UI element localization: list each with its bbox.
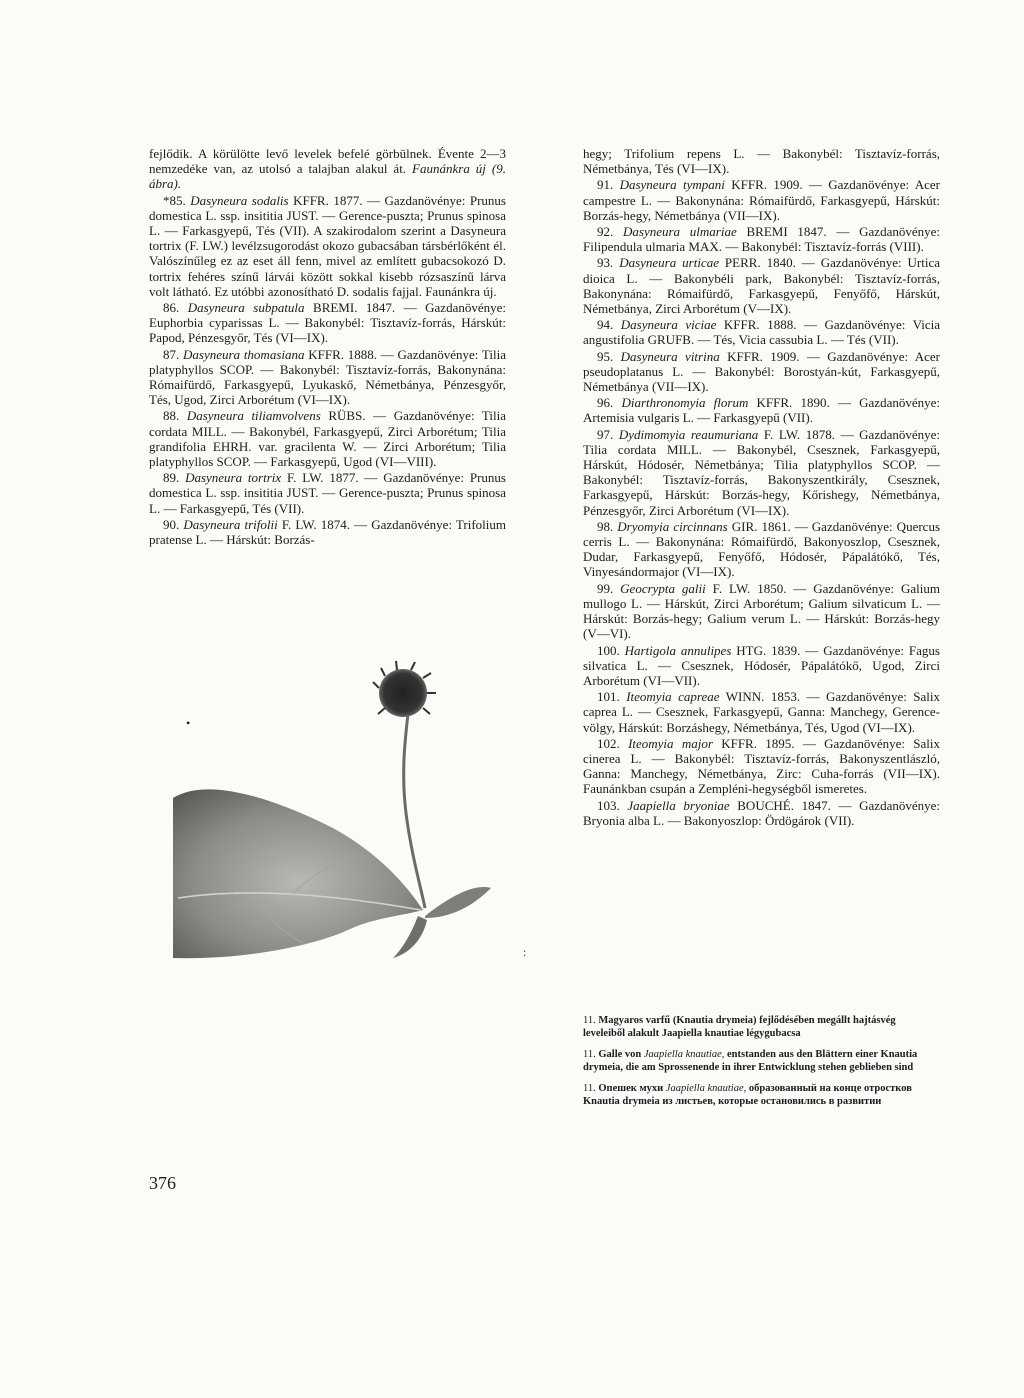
species-name: Iteomyia major [628, 735, 713, 751]
species-entry [583, 643, 940, 689]
caption-number: 11. [583, 1083, 596, 1094]
species-name: Geocrypta galii [620, 580, 706, 596]
caption-number: 11. [583, 1015, 596, 1026]
species-name: Jaapiella bryoniae [627, 797, 730, 813]
species-entry [583, 736, 940, 797]
species-name: Dasyneura urticae [619, 255, 719, 271]
figure-caption [583, 1014, 940, 1116]
species-name: Dasyneura sodalis [190, 192, 289, 208]
entry-number: 92. [597, 224, 614, 240]
species-entry [583, 581, 940, 642]
page-number: 376 [149, 1173, 176, 1193]
entry-text: F. LW. 1874. — Gazdanövénye: Trifolium pratense L. — Hárskút: Borzás- [149, 516, 507, 548]
species-name: Diarthronomyia florum [621, 395, 749, 411]
entry-number: 94. [597, 317, 614, 333]
paragraph [583, 146, 940, 176]
paragraph-text: fejlődik. A körülötte levő levelek befelé görbülnek. Évente 2—3 nemzedéke van, az utolsó a talajban alakul át. [149, 146, 506, 177]
species-name: Dryomyia circinnans [617, 518, 728, 534]
species-entry [149, 408, 506, 469]
species-entry [583, 798, 940, 828]
entry-number: 88. [163, 408, 180, 424]
entry-text: GIR. 1861. — Gazdanövénye: Quercus cerris L. — Bakonynána: Rómaifürdő, Bakonyoszlop, Csesznek, Dudar, Farkasgyepű, Fenyőfő, Hódosér, Pápalátókő, Tés, Vinyesándormajor (VI—IX). [583, 518, 941, 580]
entry-number: 98. [597, 518, 614, 534]
caption-text: Galle von [598, 1049, 642, 1060]
species-entry [583, 255, 940, 316]
right-text-column [583, 146, 940, 828]
species-name: Dasyneura vitrina [620, 348, 720, 364]
entry-text: PERR. 1840. — Gazdanövénye: Urtica dioica L. — Bakonybéli park, Bakonybél: Tisztavíz-forrás, Bakonynána: Rómaifürdő, Farkasgyepű, Fenyőfő, Hárskút, Németbánya, Zirci Arborétum (V—IX). [583, 255, 941, 317]
large-leaf [173, 789, 423, 958]
entry-text: RÜBS. — Gazdanövénye: Tilia cordata MILL. — Bakonybél, Farkasgyepű, Zirci Arborétum; Tilia grandifolia EHRH. var. gracilenta W. — Zirci Arborétum; Tilia platyphyllos SCOP. — Farkasgyepű, Ugod (VI—VIII). [149, 408, 506, 470]
entry-number: 87. [163, 346, 180, 362]
entry-number: 99. [597, 580, 614, 596]
entry-text: KFFR. 1895. — Gazdanövénye: Salix cinerea L. — Bakonybél: Tisztavíz-forrás, Bakonyszentlászló, Ganna: Manchegy, Németbánya, Zirc: Cuha-forrás (VII—IX). Faunánkban csupán a Zempléni-hegységből ismeretes. [583, 735, 941, 797]
species-entry [583, 177, 940, 223]
species-entry [583, 689, 940, 735]
species-name: Dasyneura subpatula [187, 300, 305, 316]
small-leaf [425, 887, 491, 918]
margin-mark: • [186, 716, 191, 730]
paragraph [149, 146, 506, 192]
entry-text: HTG. 1839. — Gazdanövénye: Fagus silvatica L. — Csesznek, Hódosér, Pápalátókő, Ugod, Zirci Arborétum (VI—VII). [583, 642, 940, 688]
entry-text: BREMI. 1847. — Gazdanövénye: Euphorbia cyparissas L. — Bakonybél: Tisztavíz-forrás, Hárskút: Papod, Pénzesgyőr, Tés (VI—IX). [149, 300, 506, 346]
species-name: Dasyneura ulmariae [623, 224, 737, 240]
entry-text: KFFR. 1877. — Gazdanövénye: Prunus domestica L. ssp. insititia JUST. — Gerence-puszta; Prunus spinosa L. — Farkasgyepű, Tés (VII). A szakirodalom szerint a Dasyneura tortrix (F. LW.) levélzsugorodást okozo gubacsában társbérlőként él. Valószínűleg ez az eset áll fenn, mivel az említett gubacsokozó D. tortrix fehéres színű lárvái között sokkal kisebb rózsaszínű lárva volt látható. Ez utóbbi azonosítható D. sodalis fajjal. Faunánkra új. [149, 192, 506, 299]
entry-text: WINN. 1853. — Gazdanövénye: Salix caprea L. — Csesznek, Farkasgyepű, Ganna: Manchegy, Gerence-völgy, Hárskút: Borzáshegy, Németbánya, Tés, Ugod (VI—IX). [583, 689, 941, 735]
caption-line [583, 1048, 940, 1074]
entry-number: 101. [597, 689, 620, 705]
entry-number: 91. [597, 177, 614, 193]
italic-note: Faunánkra új (9. ábra). [149, 161, 506, 192]
entry-text: F. LW. 1850. — Gazdanövénye: Galium mullogo L. — Hárskút, Zirci Arborétum; Galium silvaticum L. — Hárskút: Borzás-hegy; Galium verum L. — Hárskút: Borzás-hegy (V—VI). [583, 580, 940, 642]
paragraph-text: hegy; Trifolium repens L. — Bakonybél: Tisztavíz-forrás, Németbánya, Tés (VI—IX). [583, 146, 940, 177]
species-entry [149, 193, 506, 299]
species-name: Iteomyia capreae [626, 689, 720, 705]
species-entry [583, 349, 940, 395]
entry-number: 103. [597, 797, 620, 813]
species-entry [583, 224, 940, 254]
species-entry [149, 300, 506, 346]
stem [404, 706, 425, 908]
entry-number: 90. [163, 516, 180, 532]
small-leaf [393, 916, 427, 958]
entry-number: *85. [163, 192, 186, 208]
entry-number: 89. [163, 470, 180, 486]
entry-number: 97. [597, 426, 614, 442]
species-entry [583, 519, 940, 580]
entry-number: 93. [597, 255, 614, 271]
species-entry [149, 517, 506, 547]
species-name: Dasyneura tiliamvolvens [186, 408, 321, 424]
caption-species: Jaapiella knautiae, [663, 1083, 749, 1094]
caption-line [583, 1082, 940, 1108]
entry-text: BREMI 1847. — Gazdanövénye: Filipendula ulmaria MAX. — Bakonybél: Tisztavíz-forrás (VIII). [583, 224, 940, 255]
entry-text: KFFR. 1909. — Gazdanövénye: Acer campestre L. — Bakonynána: Rómaifürdő, Farkasgyepű, Hárskút: Borzás-hegy, Németbánya (VII—IX). [583, 177, 940, 223]
caption-number: 11. [583, 1049, 596, 1060]
plant-gall-photograph [173, 648, 545, 960]
species-entry [149, 470, 506, 516]
caption-line [583, 1014, 940, 1040]
species-entry [583, 317, 940, 347]
left-text-column [149, 146, 506, 547]
entry-text: KFFR. 1888. — Gazdanövénye: Vicia angustifolia GRUFB. — Tés, Vicia cassubia L. — Tés (VII). [583, 317, 940, 348]
caption-text-rest: entstanden aus den Blättern einer Knautia drymeia, die am Sprossenende in ihrer Entwicklung stehen geblieben sind [583, 1049, 918, 1073]
entry-text: BOUCHÉ. 1847. — Gazdanövénye: Bryonia alba L. — Bakonyoszlop: Ördögárok (VII). [583, 797, 940, 828]
entry-number: 96. [597, 395, 614, 411]
entry-number: 86. [163, 300, 180, 316]
caption-text: Опешек мухи [598, 1083, 664, 1094]
species-name: Dasyneura thomasiana [183, 346, 305, 362]
species-name: Dasyneura viciae [620, 317, 717, 333]
pressed-plant-image [173, 648, 545, 960]
entry-number: 102. [597, 735, 620, 751]
entry-text: KFFR. 1890. — Gazdanövénye: Artemisia vulgaris L. — Farkasgyepű (VII). [583, 395, 940, 426]
entry-number: 100. [597, 642, 620, 658]
caption-text: Magyaros varfű (Knautia drymeia) fejlődésében megállt hajtásvég leveleiből alakult Jaapiella knautiae légygubacsa [583, 1015, 896, 1039]
entry-text: F. LW. 1878. — Gazdanövénye: Tilia cordata MILL. — Bakonybél, Csesznek, Farkasgyepű, Hárskút, Hódosér, Németbánya; Tilia platyphyllos SCOP. — Bakonybél: Tisztavíz-forrás, Bakonyszentkirály, Csesznek, Farkasgyepű, Hárskút: Borzás-hegy, Kőrishegy, Németbánya, Pénzesgyőr, Zirci Arborétum (VI—IX). [583, 426, 941, 518]
entry-number: 95. [597, 348, 614, 364]
species-name: Dydimomyia reaumuriana [618, 426, 759, 442]
entry-text: KFFR. 1888. — Gazdanövénye: Tilia platyphyllos SCOP. — Bakonybél: Tisztavíz-forrás, Bakonynána: Rómaifürdő, Farkasgyepű, Lyukaskő, Németbánya, Pénzesgyőr, Tés, Ugod, Zirci Arborétum (VI—IX). [149, 346, 507, 408]
species-name: Dasyneura trifolii [183, 516, 278, 532]
species-name: Dasyneura tympani [619, 177, 725, 193]
caption-text-rest: образованный на конце отростков Knautia drymeia из листьев, которые остановились в развитии [583, 1083, 912, 1107]
entry-text: KFFR. 1909. — Gazdanövénye: Acer pseudoplatanus L. — Bakonybél: Borostyán-kút, Farkasgyepű, Németbánya (VII—IX). [583, 348, 940, 395]
species-name: Dasyneura tortrix [185, 470, 282, 486]
species-name: Hartigola annulipes [624, 642, 732, 658]
entry-text: F. LW. 1877. — Gazdanövénye: Prunus domestica L. ssp. insititia JUST. — Gerence-puszta; Prunus spinosa L. — Farkasgyepű, Tés (VII). [149, 470, 506, 516]
species-entry [149, 347, 506, 408]
figure-mark: : [523, 945, 527, 959]
species-entry [583, 427, 940, 518]
gall-head [373, 661, 436, 717]
species-entry [583, 395, 940, 425]
caption-species: Jaapiella knautiae, [641, 1049, 727, 1060]
